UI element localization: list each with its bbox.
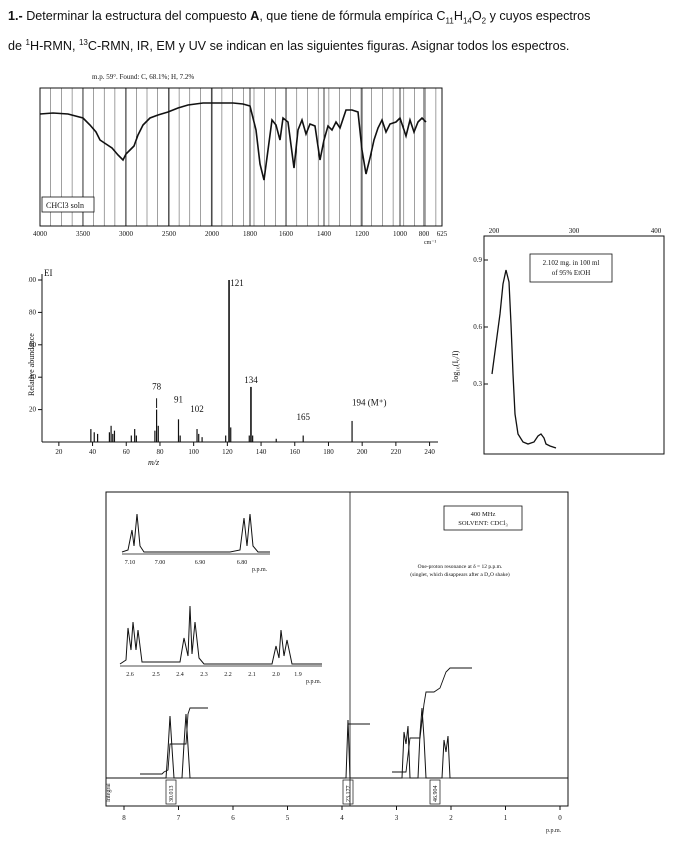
ms-ytick-label: 80 bbox=[29, 308, 36, 317]
uv-box-line2: of 95% EtOH bbox=[551, 269, 591, 277]
ms-peak-label: 165 bbox=[296, 412, 310, 423]
nmr-xtick-label: 2 bbox=[449, 814, 453, 822]
ir-unit: cm⁻¹ bbox=[424, 240, 437, 246]
formula-text: H bbox=[453, 9, 463, 23]
problem-text: Determinar la estructura del compuesto bbox=[26, 9, 247, 23]
inset1-tick-label: 6.90 bbox=[194, 560, 206, 566]
ms-ytick-label: 40 bbox=[29, 373, 36, 382]
nmr-xtick-label: 8 bbox=[122, 814, 126, 822]
ms-ylabel: Relative abundance bbox=[28, 333, 36, 396]
problem-number: 1.- bbox=[8, 9, 23, 23]
formula-sub: 11 bbox=[445, 16, 454, 26]
nmr-inset-aliphatic bbox=[120, 606, 322, 685]
uv-spectrum bbox=[448, 224, 676, 462]
problem-text: H-RMN, bbox=[29, 38, 79, 53]
inset2-tick-label: 2.5 bbox=[152, 672, 160, 678]
nmr-xtick-label: 6 bbox=[231, 814, 235, 822]
problem-text: , que tiene de fórmula empírica C bbox=[259, 9, 446, 23]
ms-xtick-label: 240 bbox=[424, 448, 435, 456]
uv-ytick-label: 0.6 bbox=[473, 323, 482, 331]
compound-label: A bbox=[250, 9, 260, 23]
ir-header: m.p. 59°. Found: C, 68.1%; H, 7.2% bbox=[92, 73, 195, 81]
inset2-tick-label: 2.6 bbox=[126, 672, 134, 678]
problem-text: de bbox=[8, 38, 26, 53]
ms-ytick-label: 20 bbox=[29, 405, 36, 414]
ir-tick-label: 3500 bbox=[76, 230, 90, 238]
ir-spectrum bbox=[28, 70, 448, 250]
ir-tick-label: 4000 bbox=[33, 230, 47, 238]
ms-xtick-label: 20 bbox=[55, 448, 63, 456]
ms-xtick-label: 100 bbox=[188, 448, 199, 456]
uv-box-line1: 2.102 mg. in 100 ml bbox=[542, 259, 600, 267]
ir-tick-label: 2500 bbox=[162, 230, 176, 238]
ms-ytick-label: 60 bbox=[29, 340, 36, 349]
isotope-sup: 1 bbox=[25, 37, 30, 47]
ir-tick-label: 1200 bbox=[355, 230, 369, 238]
ms-xtick-label: 120 bbox=[222, 448, 233, 456]
ir-tick-label: 800 bbox=[418, 230, 430, 238]
ms-xtick-label: 220 bbox=[390, 448, 402, 456]
nmr-spectrum bbox=[100, 488, 576, 843]
uv-trace bbox=[492, 270, 556, 448]
ms-xtick-label: 200 bbox=[356, 448, 368, 456]
nmr-x-unit: p.p.m. bbox=[546, 828, 562, 834]
ir-trace bbox=[40, 103, 426, 180]
nmr-box-line2: SOLVENT: CDCl₃ bbox=[458, 520, 508, 527]
ms-xtick-label: 40 bbox=[89, 448, 97, 456]
inset2-tick-label: 2.1 bbox=[248, 672, 256, 678]
mass-spectrum bbox=[28, 268, 448, 468]
nmr-xtick-label: 0 bbox=[558, 814, 562, 822]
ms-peak-label: 102 bbox=[190, 404, 204, 415]
uv-top-tick-label: 300 bbox=[568, 227, 580, 235]
uv-top-tick-label: 200 bbox=[488, 227, 500, 235]
ir-tick-label: 1800 bbox=[243, 230, 257, 238]
ms-xtick-label: 140 bbox=[255, 448, 267, 456]
ms-peak-label: 121 bbox=[230, 278, 244, 288]
formula-sub: 14 bbox=[462, 16, 472, 26]
inset2-tick-label: 2.4 bbox=[176, 672, 184, 678]
ir-tick-label: 3000 bbox=[119, 230, 133, 238]
inset2-tick-label: 2.0 bbox=[272, 672, 280, 678]
ir-tick-label: 2000 bbox=[205, 230, 219, 238]
nmr-int3: 46.904 bbox=[433, 785, 439, 802]
ms-xtick-label: 60 bbox=[122, 448, 130, 456]
inset2-tick-label: 2.2 bbox=[224, 672, 232, 678]
nmr-xtick-label: 3 bbox=[394, 814, 399, 822]
nmr-xtick-label: 4 bbox=[340, 814, 344, 822]
nmr-int1: 30.013 bbox=[169, 785, 175, 802]
nmr-box-line1: 400 MHz bbox=[470, 511, 496, 518]
inset1-unit: p.p.m. bbox=[252, 567, 268, 573]
problem-text: C-RMN, IR, EM y UV se indican en las siguientes figuras. Asignar todos los espectros. bbox=[87, 38, 570, 53]
ms-peak-label: 194 (M⁺) bbox=[352, 397, 387, 408]
formula-text: O bbox=[471, 9, 482, 23]
ms-xtick-label: 160 bbox=[289, 448, 301, 456]
inset2-tick-label: 2.3 bbox=[200, 672, 208, 678]
nmr-note-line2: (singlet, which disappears after a D₂O shake) bbox=[410, 572, 510, 578]
nmr-inset-aromatic bbox=[122, 514, 270, 573]
nmr-integral-tag: Integral bbox=[106, 783, 112, 802]
ms-peak-label: 91 bbox=[173, 394, 183, 405]
uv-ylabel: log₁₀(I₀/I) bbox=[451, 350, 460, 382]
inset2-tick-label: 1.9 bbox=[294, 672, 302, 678]
inset1-tick-label: 7.10 bbox=[124, 560, 136, 566]
uv-top-tick-label: 400 bbox=[650, 227, 662, 235]
nmr-int2: 23.177 bbox=[346, 785, 352, 802]
ms-ytick-label: 00 bbox=[29, 276, 36, 284]
ir-tick-label: 1400 bbox=[317, 230, 331, 238]
uv-ytick-label: 0.9 bbox=[473, 256, 482, 264]
ms-xtick-label: 180 bbox=[323, 448, 334, 456]
problem-line-1 bbox=[8, 6, 680, 32]
ir-sample-label: CHCl3 soln bbox=[46, 201, 85, 210]
problem-text: y cuyos espectros bbox=[486, 9, 591, 23]
isotope-sup: 13 bbox=[78, 37, 88, 47]
formula-sub: 2 bbox=[481, 16, 487, 26]
ir-tick-label: 1600 bbox=[279, 230, 293, 238]
nmr-xtick-label: 1 bbox=[503, 814, 508, 822]
nmr-note-line1: One-proton resonance at δ = 12 p.p.m. bbox=[417, 564, 503, 570]
inset1-tick-label: 7.00 bbox=[154, 560, 166, 566]
problem-statement bbox=[8, 6, 680, 57]
nmr-main-trace bbox=[106, 708, 568, 778]
uv-ytick-label: 0.3 bbox=[473, 380, 482, 388]
ir-tick-label: 1000 bbox=[393, 230, 407, 238]
ms-peak-label: 78 bbox=[152, 381, 162, 392]
ms-peak-label: 134 bbox=[244, 374, 258, 385]
problem-line-2 bbox=[8, 32, 680, 57]
ms-mode: EI bbox=[44, 268, 53, 278]
inset1-tick-label: 6.80 bbox=[236, 560, 248, 566]
ms-xtick-label: 80 bbox=[156, 448, 164, 456]
ir-tick-label: 625 bbox=[436, 230, 448, 238]
nmr-xtick-label: 7 bbox=[176, 814, 181, 822]
ms-xlabel: m/z bbox=[148, 458, 160, 467]
inset2-unit: p.p.m. bbox=[306, 679, 322, 685]
nmr-xtick-label: 5 bbox=[285, 814, 290, 822]
